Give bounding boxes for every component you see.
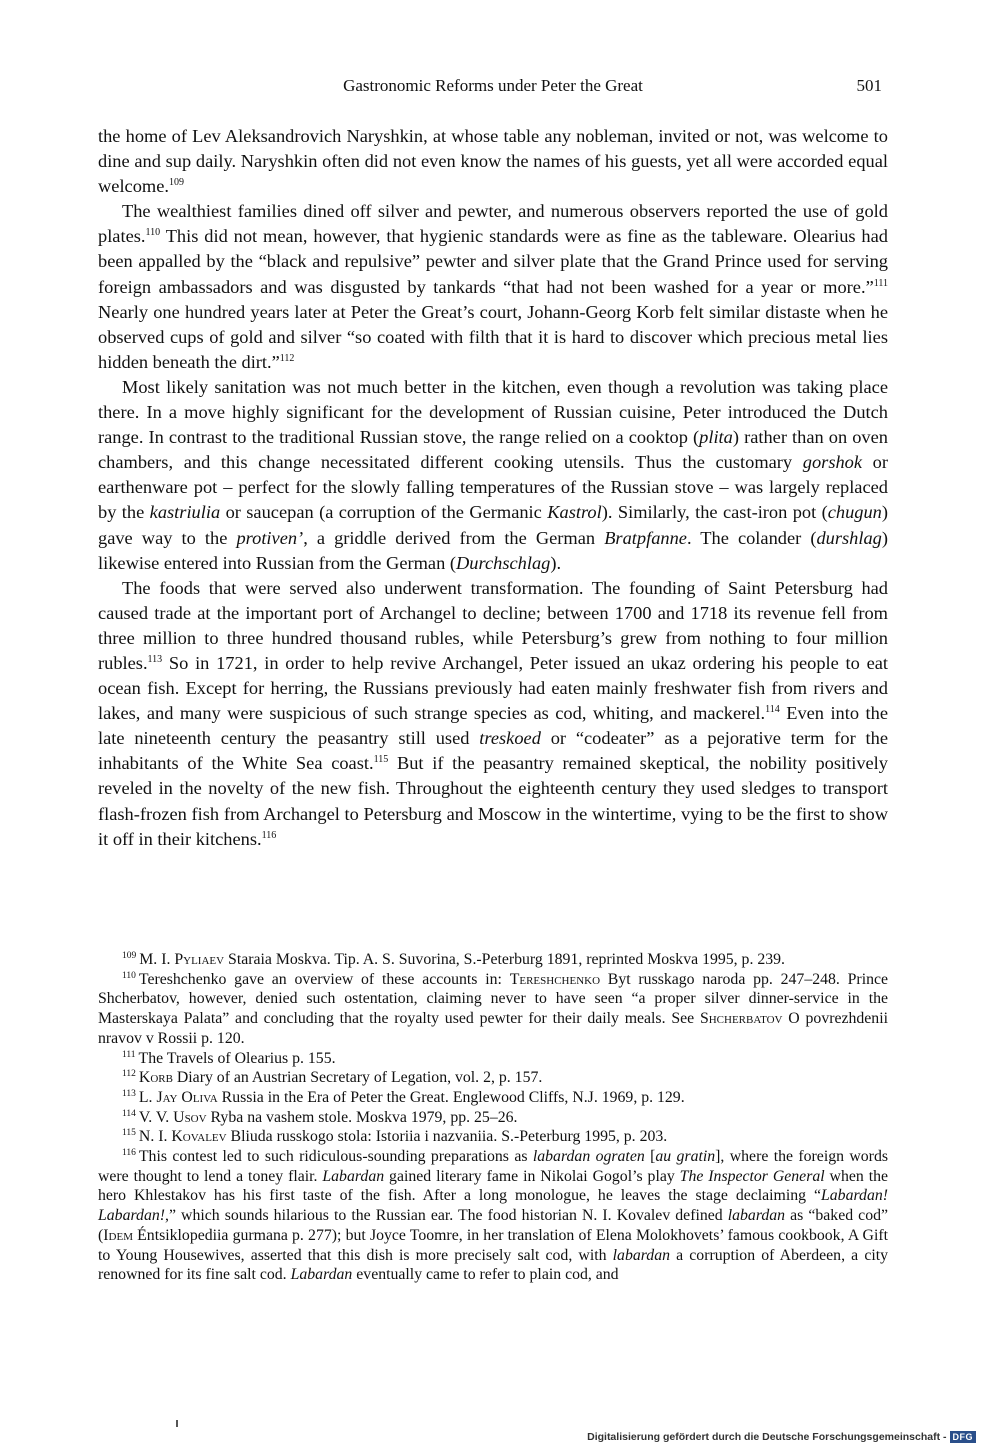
text-run: This did not mean, however, that hygienic standards were as fine as the tableware. Olearius had been appalled by the “black and repulsive” pewter and silver plate that the Grand Prince used for serving foreign ambassadors and was disgusted by tankards “that had not been washed for a year or more.” [98,226,888,297]
italic-term: Labardan! Labardan! [98,1187,888,1225]
running-title: Gastronomic Reforms under Peter the Great [343,76,643,95]
footnote-number: 116 [122,1148,136,1159]
text-run: Bliuda russkogo stola: Istoriia i nazvaniia. S.-Peterburg 1995, p. 203. [226,1128,668,1146]
italic-term: kastriulia [149,502,221,523]
text-run: ). [550,552,562,573]
footnote-number: 112 [122,1069,136,1080]
text-run: Diary of an Austrian Secretary of Legation, vol. 2, p. 157. [172,1069,543,1087]
footnote-ref: 116 [261,829,277,841]
text-run: or “codeater” as a pejorative term for the inhabitants of the White Sea coast. [98,728,888,774]
text-run: ) likewise entered into Russian from the German ( [98,527,888,573]
funding-note [587,1431,976,1443]
dfg-logo: DFG [950,1431,977,1443]
italic-term: Durchschlag [456,552,551,573]
body-text [98,124,888,852]
italic-term: Kastrol [547,502,602,523]
footnote-109 [98,950,888,970]
paragraph-1 [98,124,888,199]
footnote-number: 109 [122,951,137,961]
page-number: 501 [856,76,882,95]
author-name: Korb [138,1069,173,1087]
text-run: Tereshchenko gave an overview of these accounts in: [138,970,510,988]
italic-term: plita [699,427,733,448]
italic-term: labardan [727,1207,786,1225]
text-run: or saucepan (a corruption of the Germanic [220,502,548,523]
footnotes [98,950,888,1285]
text-run: . The colander ( [686,527,817,548]
author-name: L. Jay Oliva [138,1088,218,1106]
italic-term: The Inspector General [679,1167,825,1185]
footnote-111 [98,1049,888,1069]
text-run: Staraia Moskva. Tip. A. S. Suvorina, S.-Peterburg 1891, reprinted Moskva 1995, p. 239. [224,951,785,968]
footnote-number: 115 [122,1128,136,1139]
italic-term: Labardan [290,1266,353,1284]
text-run: Most likely sanitation was not much better in the kitchen, even though a revolution was taking place there. In a move highly significant for the development of Russian cuisine, Peter introduced the Dutch range. In contrast to the traditional Russian stove, the range relied on a cooktop ( [98,376,888,448]
footnote-ref: 109 [168,177,184,189]
footnote-number: 113 [122,1088,136,1099]
author-name: N. I. Kovalev [138,1128,227,1146]
italic-term: au gratin [655,1148,716,1166]
italic-term: Labardan [322,1167,385,1185]
footnote-ref: 110 [145,227,161,239]
text-run: But if the peasantry remained skeptical, the nobility positively reveled in the novelty of the new fish. Throughout the eighteenth century they used sledges to transport flash-frozen fish from Archangel to Petersburg and Moscow in the wintertime, vying to be the first to show it off in their kitchens. [98,753,888,849]
author-name: V. V. Usov [138,1108,207,1126]
text-run: Byt russkago naroda pp. 247–248. Prince Shcherbatov, however, denied such ostentation, claiming never to have seen “a proper silver dinner-service in the Masterskaya Palata” and concluding that the royalty used pewter for their daily meals. See [98,970,889,1028]
author-name: Shcherbatov [699,1010,783,1028]
paragraph-2 [98,199,888,375]
text-run: The wealthiest families dined off silver and pewter, and numerous observers reported the use of gold plates. [98,201,888,247]
footnote-116 [98,1147,888,1285]
footnote-number: 114 [122,1108,136,1119]
footnote-ref: 111 [873,277,888,289]
text-run: ,” which sounds hilarious to the Russian ear. The food historian N. I. Kovalev defined [165,1207,728,1225]
text-run: ) rather than on oven chambers, and this change necessitated different cooking utensils. Thus the customary [98,427,888,473]
italic-term: protiven’ [236,527,304,548]
italic-term: labardan [612,1246,670,1264]
scan-artifact-mark [176,1420,178,1427]
text-run: [ [644,1148,656,1166]
italic-term: labardan ograten [532,1148,645,1166]
text-run: O povrezhdenii nravov v Rossii p. 120. [98,1010,888,1047]
text-run: The foods that were served also underwent transformation. The founding of Saint Petersburg had caused trade at the important port of Archangel to decline; between 1700 and 1718 its revenue fell from three million to three hundred thousand rubles, while Petersburg’s grew from nothing to four million rubles. [98,577,888,673]
footnote-number: 111 [122,1049,136,1060]
footnote-ref: 113 [147,653,163,665]
footnote-ref: 112 [279,352,295,364]
author-name: Tereshchenko [509,970,601,988]
page-header [98,72,888,100]
footnote-ref: 114 [765,704,780,716]
footnote-number: 110 [122,970,136,981]
author-name: Idem [103,1226,133,1244]
author-name: M. I. Pyliaev [139,951,225,968]
italic-term: gorshok [802,452,863,473]
italic-term: treskoed [479,728,541,749]
text-run: when the hero Khlestakov has his first taste of the fish. After a long monologue, he leaves the stage declaiming “ [98,1167,888,1205]
footnote-112 [98,1068,888,1088]
text-run: So in 1721, in order to help revive Archangel, Peter issued an ukaz ordering his people to eat ocean fish. Except for herring, the Russians previously had eaten mainly freshwater fish from rivers and lakes, and many were suspicious of such strange species as cod, whiting, and mackerel. [98,652,888,724]
text-run: Ryba na vashem stole. Moskva 1979, pp. 25–26. [206,1108,518,1126]
paragraph-3 [98,375,888,576]
text-run: ], where the foreign words were thought to lend a toney flair. [98,1148,888,1185]
text-run: a corruption of Aberdeen, a city renowned for its fine salt cod. [98,1246,889,1284]
footnote-114 [98,1108,888,1128]
text-run: gained literary fame in Nikolai Gogol’s play [384,1167,680,1185]
text-run: Éntsiklopediia gurmana p. 277); but Joyce Toomre, in her translation of Elena Molokhovets’ famous cookbook, A Gift to Young Housewives, asserted that this dish is more precisely salt cod, with [98,1226,888,1264]
footnote-113 [98,1088,888,1108]
italic-term: Bratpfanne [604,527,687,548]
text-run: This contest led to such ridiculous-sounding preparations as [138,1148,533,1166]
footnote-ref: 115 [373,754,389,766]
text-run: as “baked cod” ( [98,1207,888,1244]
funding-text: Digitalisierung gefördert durch die Deutsche Forschungsgemeinschaft - [587,1431,947,1443]
text-run: ) gave way to the [98,502,888,548]
text-run: or earthenware pot – perfect for the slowly falling temperatures of the Russian stove – was largely replaced by the [98,452,888,523]
text-run: Russia in the Era of Peter the Great. Englewood Cliffs, N.J. 1969, p. 129. [217,1088,685,1106]
text-run: ). Similarly, the cast-iron pot ( [601,502,828,523]
text-run: the home of Lev Aleksandrovich Naryshkin, at whose table any nobleman, invited or not, was welcome to dine and sup daily. Naryshkin often did not even know the names of his guests, yet all were accorded equal welcome. [98,126,888,197]
text-run: The Travels of Olearius p. 155. [138,1049,336,1067]
italic-term: durshlag [816,527,882,548]
paragraph-4 [98,576,888,852]
footnote-115 [98,1127,888,1147]
footnote-110 [98,970,888,1049]
text-run: Even into the late nineteenth century the peasantry still used [98,703,888,749]
text-run: Nearly one hundred years later at Peter the Great’s court, Johann-Georg Korb felt similar distaste when he observed cups of gold and silver “so coated with filth that it is hard to discover which precious metal lies hidden beneath the dirt.” [98,301,888,372]
italic-term: chugun [827,502,882,523]
text-run: eventually came to refer to plain cod, and [352,1266,619,1284]
text-run: , a griddle derived from the German [303,527,605,548]
